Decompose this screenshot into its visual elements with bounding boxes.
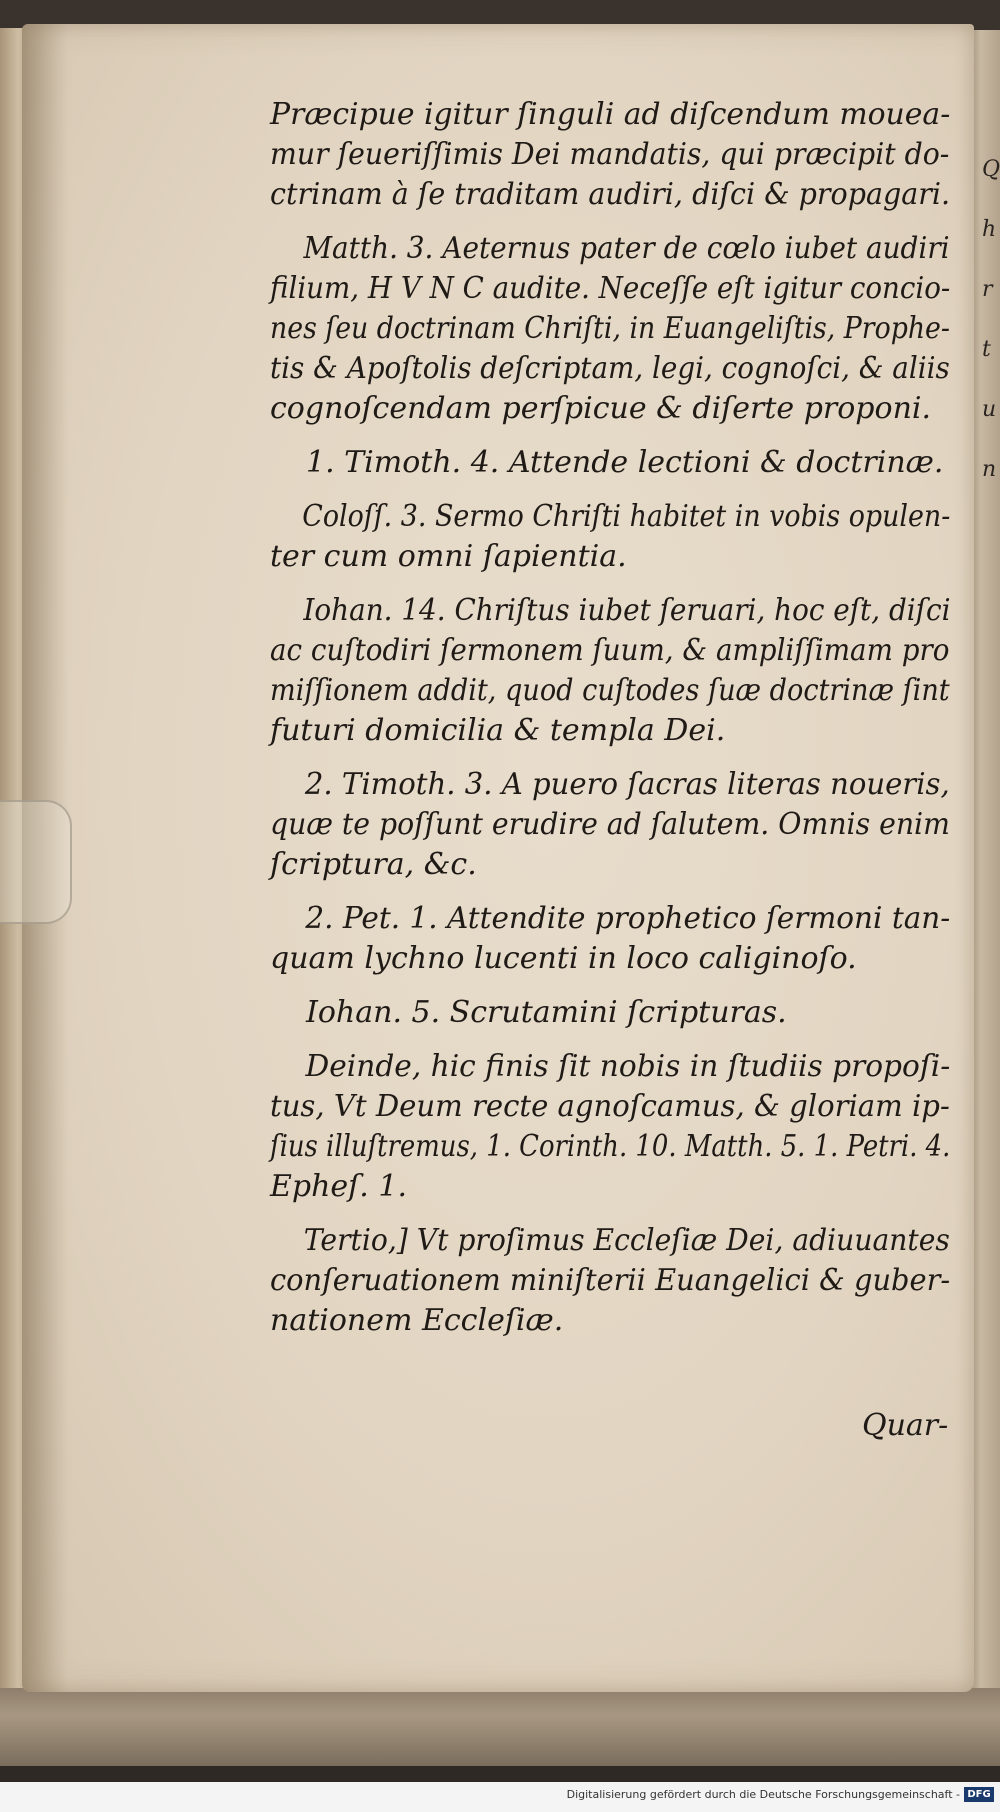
text-line: ter cum omni ſapientia. [270,539,627,574]
paragraph [270,591,950,751]
text-line: 2. Timoth. 3. A puero ſacras literas noueris, [304,767,950,802]
text-line: tis & Apoſtolis deſcriptam, legi, cognoſci, & aliis [270,351,950,386]
text-line: Præcipue igitur ſinguli ad diſcendum mouea- [270,97,951,132]
text-line: Deinde, hic finis ſit nobis in ſtudiis propoſi- [305,1049,951,1084]
paragraph [270,95,950,215]
text-line: ſcriptura, &c. [270,847,477,882]
text-line: Matth. 3. Aeternus pater de cœlo iubet audiri [303,231,950,266]
footer-credit: Digitalisierung gefördert durch die Deutsche Forschungsgemeinschaft - [566,1788,960,1801]
paragraph [270,765,950,885]
text-line: mur ſeueriſſimis Dei mandatis, qui præcipit do- [270,137,950,172]
book-bottom-board [0,1688,1000,1766]
text-line: Epheſ. 1. [270,1169,407,1204]
dfg-logo: DFG [964,1787,994,1802]
text-line: 1. Timoth. 4. Attende lectioni & doctrinæ. [306,445,944,480]
text-line: Coloſſ. 3. Sermo Chriſti habitet in vobis opulen- [302,499,951,534]
text-line: ſius illuſtremus, 1. Corinth. 10. Matth. 5. 1. Petri. 4. [270,1129,951,1164]
paragraph [270,497,950,577]
text-line: 2. Pet. 1. Attendite prophetico ſermoni tan- [305,901,951,936]
text-line: ac cuſtodiri ſermonem ſuum, & ampliſſimam pro [270,633,950,668]
paragraph [270,443,950,483]
text-line: tus, Vt Deum recte agnoſcamus, & gloriam ip- [270,1089,950,1124]
margin-fragment: u [982,397,997,422]
paragraph [270,993,950,1033]
text-line: quæ te poſſunt erudire ad ſalutem. Omnis enim [270,807,950,842]
text-line: Tertio,] Vt proſimus Eccleſiæ Dei, adiuuantes [303,1223,950,1258]
page-text [270,95,950,1355]
text-line: conſeruationem miniſterii Euangelici & guber- [270,1263,951,1298]
paragraph [270,1221,950,1341]
paragraph [270,899,950,979]
margin-fragment: Q [982,157,1000,182]
page-clip [0,800,72,924]
text-line: quam lychno lucenti in loco caliginoſo. [270,941,857,976]
text-line: nationem Eccleſiæ. [270,1303,564,1338]
right-margin-fragments [982,140,1000,500]
text-line: Iohan. 5. Scrutamini ſcripturas. [306,995,787,1030]
text-line: Iohan. 14. Chriſtus iubet ſeruari, hoc eſt, diſci [303,593,951,628]
catchword: Quar- [862,1408,949,1443]
text-line: cognoſcendam perſpicue & diſerte proponi. [270,391,932,426]
text-line: futuri domicilia & templa Dei. [270,713,726,748]
text-line: filium, H V N C audite. Neceſſe eſt igitur concio- [270,271,951,306]
text-line: nes ſeu doctrinam Chriſti, in Euangeliſtis, Prophe- [270,311,950,346]
paragraph [270,229,950,429]
margin-fragment: h [982,217,997,242]
margin-fragment: n [982,457,997,482]
text-line: miſſionem addit, quod cuſtodes ſuæ doctrinæ ſint [270,673,950,708]
margin-fragment: r [982,277,993,302]
text-line: ctrinam à ſe traditam audiri, diſci & propagari. [270,177,951,212]
margin-fragment: t [982,337,991,362]
paragraph [270,1047,950,1207]
